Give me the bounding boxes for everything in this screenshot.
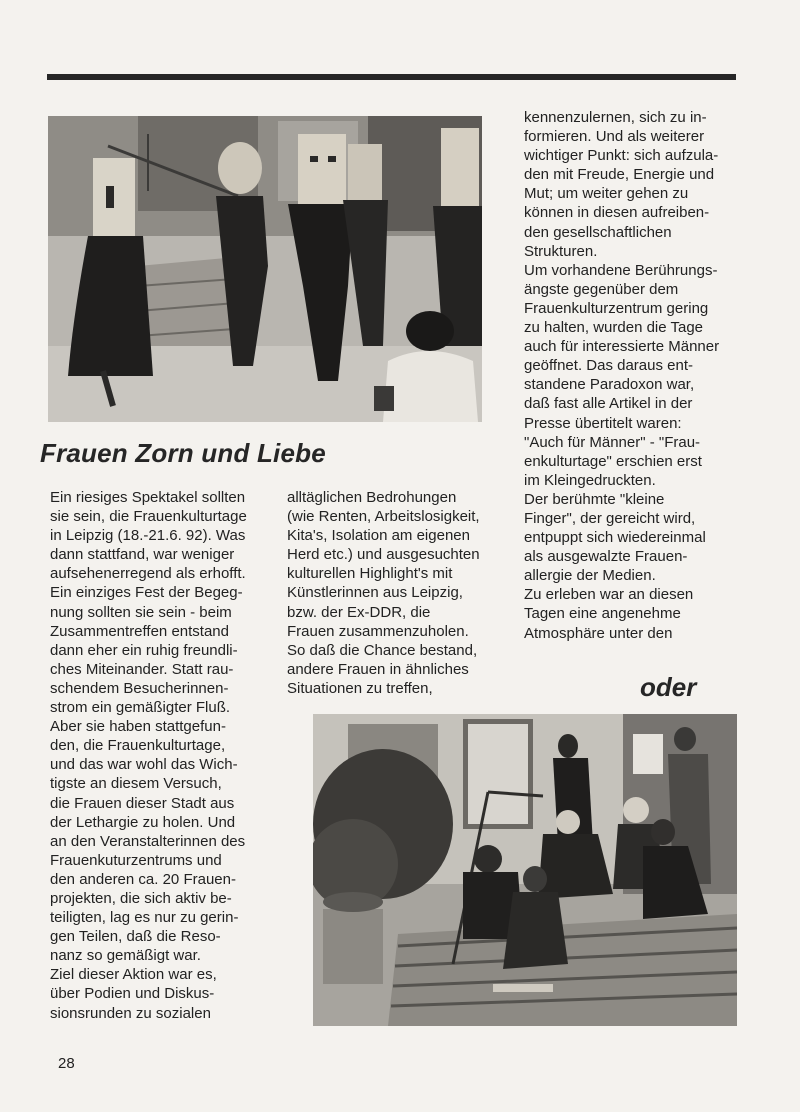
text-line: dann eher ein ruhig freundli- [50,641,238,659]
text-line: schendem Besucherinnen- [50,679,229,697]
text-line: Ein einziges Fest der Begeg- [50,584,243,602]
text-line: enkulturtage" erschien erst [524,452,702,470]
text-line: zu halten, wurden die Tage [524,319,704,337]
text-line: dann stattfand, war weniger [50,546,235,564]
article-headline: Frauen Zorn und Liebe [40,438,326,468]
text-line: gen Teilen, daß die Reso- [50,928,221,946]
text-line: an den Veranstalterinnen des [50,832,246,850]
text-line: und das war wohl das Wich- [50,756,238,774]
text-line: strom ein gemäßigter Fluß. [50,699,231,717]
text-line: projekten, die sich aktiv be- [50,889,232,907]
text-line: können in diesen aufreiben- [524,204,710,222]
text-line: Tagen eine angenehme [524,605,681,623]
text-line: Frauen zusammenzuholen. [287,622,469,640]
text-line: Aber sie haben stattgefun- [50,718,226,736]
photo-masked-dancers [48,116,482,422]
text-line: kulturellen Highlight's mit [287,565,453,583]
text-line: tigste an diesem Versuch, [50,775,222,793]
text-line: andere Frauen in ähnliches [287,660,469,678]
text-line: sie sein, die Frauenkulturtage [50,508,247,526]
text-line: Ein riesiges Spektakel sollten [50,489,246,506]
text-line: Zu erleben war an diesen [524,586,694,604]
text-line: (wie Renten, Arbeitslosigkeit, [287,508,480,526]
text-line: Finger", der gereicht wird, [524,509,696,527]
text-line: teiligten, lag es nur zu gerin- [50,909,239,927]
text-line: den gesellschaftlichen [524,223,672,241]
text-line: Ziel dieser Aktion war es, [50,966,217,984]
continuation-word: oder [640,672,697,702]
text-line: entpuppt sich wiedereinmal [524,529,706,547]
text-line: geöffnet. Das daraus ent- [524,357,693,375]
text-line: "Auch für Männer" - "Frau- [524,433,701,451]
text-line: nanz so gemäßigt war. [50,947,201,965]
text-line: der Lethargie zu holen. Und [50,813,236,831]
text-line: Atmosphäre unter den [524,624,673,642]
text-line: bzw. der Ex-DDR, die [287,603,431,621]
text-line: ängste gegenüber dem [524,280,679,298]
text-line: Um vorhandene Berührungs- [524,261,718,279]
text-line: im Kleingedruckten. [524,471,656,489]
text-line: formieren. Und als weiterer [524,128,705,146]
text-line: Kita's, Isolation am eigenen [287,527,470,545]
text-line: in Leipzig (18.-21.6. 92). Was [50,527,246,545]
text-line: Frauenkuturzentrums und [50,851,222,869]
text-line: standene Paradoxon war, [524,376,695,394]
text-line: Frauenkulturzentrum gering [524,299,709,317]
text-line: daß fast alle Artikel in der [524,395,693,413]
text-line: aufsehenerregend als erhofft. [50,565,246,583]
text-line: die Frauen dieser Stadt aus [50,794,235,812]
article-column-2 [287,488,487,698]
text-line: den, die Frauenkulturtage, [50,737,226,755]
text-line: den anderen ca. 20 Frauen- [50,870,236,888]
text-line: nung sollten sie sein - beim [50,603,232,621]
photo-women-on-steps [313,714,737,1026]
text-line: Presse übertitelt waren: [524,414,682,432]
text-line: ches Miteinander. Statt rau- [50,660,234,678]
text-line: Situationen zu treffen, [287,679,433,697]
text-line: auch für interessierte Männer [524,338,720,356]
text-line: Zusammentreffen entstand [50,622,229,640]
text-line: kennenzulernen, sich zu in- [524,109,707,126]
text-line: über Podien und Diskus- [50,985,215,1003]
text-line: Strukturen. [524,242,598,260]
page-number: 28 [58,1055,75,1072]
text-line: den mit Freude, Energie und [524,166,715,184]
text-line: sionsrunden zu sozialen [50,1004,211,1022]
article-column-1 [50,488,268,1023]
article-column-3 [524,108,736,643]
text-line: Mut; um weiter gehen zu [524,185,689,203]
text-line: als ausgewalzte Frauen- [524,548,688,566]
text-line: Künstlerinnen aus Leipzig, [287,584,463,602]
text-line: Der berühmte "kleine [524,490,665,508]
text-line: allergie der Medien. [524,567,656,585]
text-line: alltäglichen Bedrohungen [287,489,457,506]
text-line: wichtiger Punkt: sich aufzula- [524,147,719,165]
header-rule [47,74,736,80]
text-line: So daß die Chance bestand, [287,641,478,659]
text-line: Herd etc.) und ausgesuchten [287,546,480,564]
